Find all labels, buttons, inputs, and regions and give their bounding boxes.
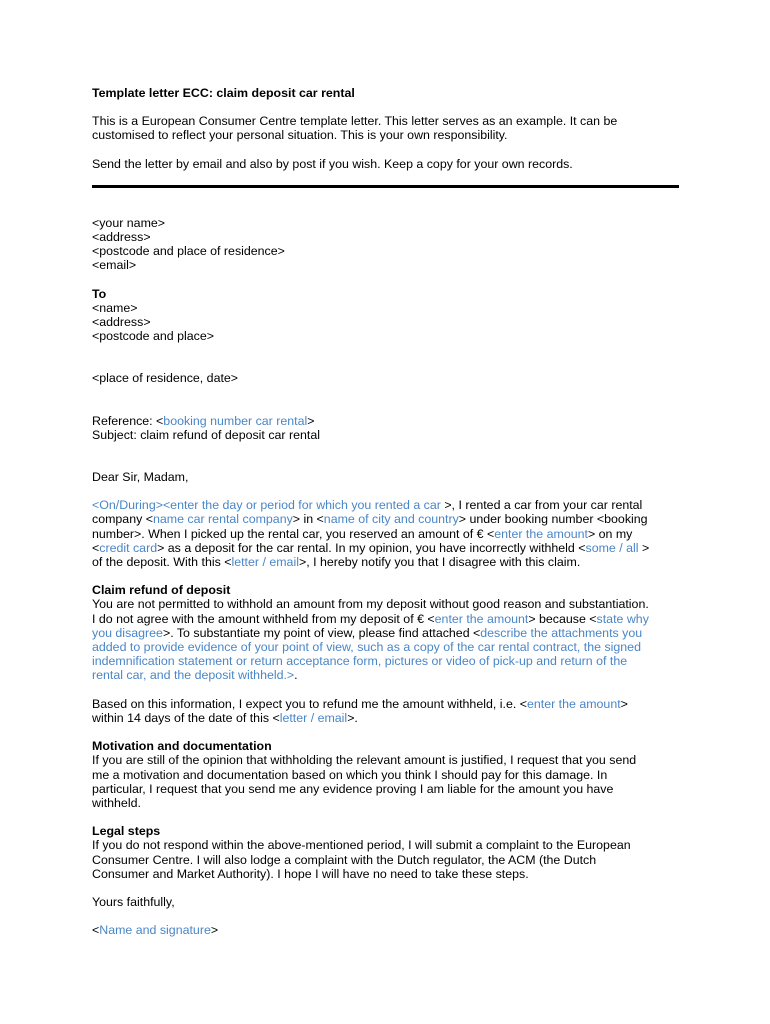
claim-section: Claim refund of deposit You are not permitted to withhold an amount from my deposit without good reason and substantiation. I do not agree with the amount withheld from my deposit of € <enter the amount> because <state why you disagree>. To substantiate my point of view, please find attached <describe the attachments you added to provide evidence of your point of view, such as a copy of the car rental contract, the signed indemnification statement or return acceptance form, pictures or video of pick-up and return of the rental car, and the deposit withheld.>.: [92, 583, 692, 682]
reason-placeholder: you disagree: [92, 625, 163, 640]
intro-instructions: Send the letter by email and also by post if you wish. Keep a copy for your own records.: [92, 156, 573, 171]
attachments-placeholder: indemnification statement or return acceptance form, pictures or video of pick-up and return of the: [92, 654, 628, 669]
intro-line: This is a European Consumer Centre template letter. This letter serves as an example. It can be: [92, 114, 618, 129]
recipient-name: <name>: [92, 300, 138, 315]
refund-request-paragraph: Based on this information, I expect you to refund me the amount withheld, i.e. <enter the amount> within 14 days of the date of this <letter / email>.: [92, 696, 628, 725]
amount-placeholder: enter the amount: [434, 611, 529, 626]
payment-method-placeholder: credit card: [99, 540, 158, 555]
place-date: <place of residence, date>: [92, 371, 239, 386]
legal-section: Legal steps If you do not respond within the above-mentioned period, I will submit a complaint to the European Consumer Centre. I will also lodge a complaint with the Dutch regulator, the ACM (the Dutch Consumer and Market Authority). I hope I will have no need to take these steps.: [92, 824, 692, 881]
reference-block: [92, 414, 692, 442]
recipient-label: To: [92, 286, 107, 301]
closing: Yours faithfully,: [92, 894, 175, 909]
reason-placeholder: state why: [596, 611, 649, 626]
attachments-placeholder: describe the attachments you: [480, 625, 643, 640]
claim-heading: Claim refund of deposit: [92, 583, 231, 598]
attachments-placeholder: rental car, and the deposit withheld.>: [92, 668, 295, 683]
subject-line: Subject: claim refund of deposit car rental: [92, 427, 320, 442]
sender-address: <address>: [92, 230, 151, 245]
reference-placeholder: booking number car rental: [163, 413, 308, 428]
some-all-placeholder: some / all: [585, 540, 639, 555]
letter-email-placeholder: letter / email: [279, 710, 348, 725]
recipient-address: <address>: [92, 315, 151, 330]
motivation-heading: Motivation and documentation: [92, 739, 272, 754]
legal-heading: Legal steps: [92, 824, 161, 839]
recipient-block: [92, 287, 692, 344]
opening-paragraph: <On/During><enter the day or period for which you rented a car >, I rented a car from your car rental company <name car rental company> in <name of city and country> under booking number <booking number>. When I picked up the rental car, you reserved an amount of € <enter the amount> on my <credit card> as a deposit for the car rental. In my opinion, you have incorrectly withheld <some / all > of the deposit. With this <letter / email>, I hereby notify you that I disagree with this claim.: [92, 498, 650, 570]
rental-company-placeholder: name car rental company: [152, 512, 293, 527]
sender-block: [92, 216, 692, 273]
divider: [92, 185, 679, 188]
intro-paragraph: [92, 114, 692, 142]
reference-label: Reference: <: [92, 413, 164, 428]
attachments-placeholder: added to provide evidence of your point of view, such as a copy of the car rental contract, the signed: [92, 640, 641, 655]
letter-document: [92, 86, 692, 937]
rental-period-placeholder: <On/During><enter the day or period for which you rented a car: [92, 498, 441, 513]
sender-postcode: <postcode and place of residence>: [92, 244, 285, 259]
document-title: Template letter ECC: claim deposit car rental: [92, 86, 355, 100]
signature-placeholder: Name and signature: [99, 923, 211, 938]
amount-placeholder: enter the amount: [494, 526, 588, 541]
recipient-postcode: <postcode and place>: [92, 329, 214, 344]
motivation-section: Motivation and documentation If you are still of the opinion that withholding the relevant amount is justified, I request that you send me a motivation and documentation based on which you think I should pay for this damage. In particular, I request that you send me any evidence proving I am liable for the amount you have withheld.: [92, 739, 692, 810]
letter-email-placeholder: letter / email: [231, 555, 299, 570]
greeting: Dear Sir, Madam,: [92, 470, 189, 485]
city-country-placeholder: name of city and country: [323, 512, 459, 527]
reference-line: Reference: <booking number car rental>: [92, 413, 315, 428]
intro-line: customised to reflect your personal situation. This is your own responsibility.: [92, 128, 508, 143]
signature-line: <Name and signature>: [92, 923, 219, 938]
sender-email: <email>: [92, 258, 137, 273]
amount-placeholder: enter the amount: [526, 696, 621, 711]
sender-name: <your name>: [92, 215, 166, 230]
